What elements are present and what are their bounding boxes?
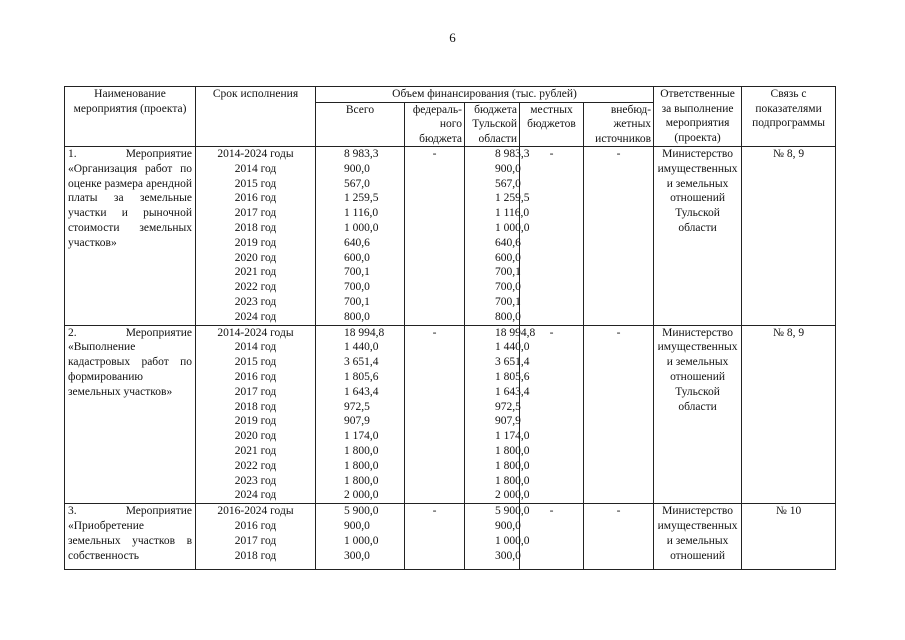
local-value [522,534,581,549]
term-value: 2021 год [234,266,277,279]
regional-value: 2 000,0 [495,489,530,502]
total-value: 1 174,0 [344,430,379,443]
federal-value [407,534,462,549]
total-value: 907,9 [344,415,370,428]
term-value: 2021 год [234,444,277,457]
term-value: 2016 год [234,519,277,532]
extra-value: - [616,326,621,339]
federal-value [407,280,462,295]
measure-row [65,325,836,504]
extra-value: - [616,148,621,160]
regional-value: 1 440,0 [495,341,530,354]
federal-value [407,265,462,280]
total-value: 3 651,4 [344,356,379,369]
federal-value [407,251,462,266]
term-value: 2023 год [234,295,277,308]
total-value: 8 983,3 [344,148,379,160]
local-value [522,191,581,206]
term-value: 2015 год [234,177,277,190]
local-value [522,280,581,295]
local-value: - [549,326,554,339]
regional-cell [465,147,530,326]
header-total: Всего [316,102,405,147]
responsible-cell: Министерство имущественных и земельных отношений Тульской области [654,147,742,326]
regional-value: 600,0 [495,251,521,264]
total-value: 640,6 [344,236,370,249]
local-value [522,474,581,489]
total-value: 900,0 [344,519,370,532]
extra-value [586,177,651,192]
federal-value [407,355,462,370]
regional-value: 972,5 [495,400,521,413]
total-value: 600,0 [344,251,370,264]
total-cell [316,504,405,570]
extra-value [586,251,651,266]
federal-value [407,519,462,534]
extra-value [586,519,651,534]
header-link: Связь с показателями подпрограммы [742,87,836,147]
regional-value: 1 800,0 [495,459,530,472]
extra-value: - [616,505,621,518]
term-value: 2017 год [234,534,277,547]
total-value: 1 800,0 [344,444,379,457]
regional-value: 907,9 [495,415,521,428]
total-value: 972,5 [344,400,370,413]
term-value: 2022 год [234,459,277,472]
term-value: 2014-2024 годы [217,326,294,339]
federal-value [407,385,462,400]
regional-value: 700,0 [495,281,521,294]
federal-value [407,370,462,385]
extra-value [586,429,651,444]
regional-value: 800,0 [495,310,521,323]
extra-cell [584,147,654,326]
table-body [65,147,836,570]
federal-value [407,459,462,474]
term-value: 2014 год [234,341,277,354]
local-value [522,162,581,177]
header-responsible: Ответственные за выполнение мероприятия (проекта) [654,87,742,147]
total-value: 700,1 [344,266,370,279]
term-value: 2018 год [234,221,277,234]
regional-value: 900,0 [495,519,521,532]
extra-value [586,459,651,474]
header-regional: бюджета Тульской области [465,102,520,147]
term-value: 2020 год [234,251,277,264]
local-value [522,295,581,310]
total-value: 700,1 [344,295,370,308]
term-value: 2018 год [234,400,277,413]
term-value: 2017 год [234,385,277,398]
federal-value [407,221,462,236]
regional-value: 5 900,0 [495,505,530,518]
federal-value [407,177,462,192]
extra-value [586,206,651,221]
total-value: 1 116,0 [344,207,379,220]
total-value: 1 800,0 [344,474,379,487]
local-value [522,236,581,251]
local-value [522,310,581,325]
federal-value [407,340,462,355]
federal-cell [405,147,465,326]
local-value [522,549,581,564]
total-value: 1 805,6 [344,370,379,383]
total-value: 18 994,8 [344,326,385,339]
regional-value: 1 116,0 [495,207,530,220]
extra-value [586,310,651,325]
local-value [522,414,581,429]
header-local: местных бюджетов [520,102,584,147]
federal-value: - [432,326,437,339]
regional-value: 300,0 [495,549,521,562]
extra-cell [584,325,654,504]
local-value [522,370,581,385]
local-value [522,251,581,266]
regional-value: 1 000,0 [495,221,530,234]
federal-value [407,236,462,251]
funding-table [64,86,836,570]
total-value: 800,0 [344,310,370,323]
total-value: 900,0 [344,162,370,175]
extra-value [586,370,651,385]
federal-cell [405,325,465,504]
local-value [522,444,581,459]
term-cell [196,147,316,326]
regional-value: 1 800,0 [495,444,530,457]
extra-value [586,355,651,370]
federal-value: - [432,505,437,518]
extra-value [586,385,651,400]
header-term: Срок исполнения [196,87,316,147]
indicator-link-cell: № 8, 9 [742,147,836,326]
local-value: - [549,148,554,160]
total-value: 700,0 [344,281,370,294]
header-funding: Объем финансирования (тыс. рублей) [316,87,654,103]
term-value: 2023 год [234,474,277,487]
regional-cell [465,325,536,504]
federal-value [407,400,462,415]
local-value [522,429,581,444]
indicator-link-cell: № 8, 9 [742,325,836,504]
regional-value: 700,1 [495,266,521,279]
regional-value: 1 805,6 [495,370,530,383]
term-value: 2014 год [234,162,277,175]
responsible-cell: Министерство имущественных и земельных отношений Тульской области [654,325,742,504]
header-federal: федераль-ного бюджета [405,102,465,147]
federal-value [407,414,462,429]
federal-value [407,310,462,325]
term-value: 2019 год [234,236,277,249]
header-name: Наименование мероприятия (проекта) [65,87,196,147]
federal-value [407,429,462,444]
indicator-link-cell: № 10 [742,504,836,570]
regional-value: 8 983,3 [495,148,530,160]
regional-value: 900,0 [495,162,521,175]
measure-name: 3. Мероприятие «Приобретение земельных участков в собственность [65,504,196,570]
federal-value [407,549,462,564]
local-value [522,340,581,355]
term-cell [196,325,316,504]
term-value: 2015 год [234,356,277,369]
regional-value: 700,1 [495,295,521,308]
extra-value [586,265,651,280]
local-value [522,519,581,534]
term-cell [196,504,316,570]
federal-value [407,206,462,221]
responsible-cell: Министерство имущественных и земельных отношений [654,504,742,570]
measure-row [65,504,836,570]
federal-value [407,162,462,177]
regional-value: 3 651,4 [495,356,530,369]
header-extra: внебюд-жетных источников [584,102,654,147]
regional-value: 1 174,0 [495,430,530,443]
local-value [522,206,581,221]
total-value: 567,0 [344,177,370,190]
regional-value: 1 800,0 [495,474,530,487]
total-value: 5 900,0 [344,505,379,518]
term-value: 2019 год [234,415,277,428]
total-cell [316,147,405,326]
local-value [522,265,581,280]
regional-cell [465,504,530,570]
federal-cell [405,504,465,570]
page-number: 6 [449,30,456,45]
measure-name: 2. Мероприятие «Выполнение кадастровых работ по формированию земельных участков» [65,325,196,504]
extra-value [586,534,651,549]
regional-value: 1 643,4 [495,385,530,398]
federal-value [407,191,462,206]
extra-value [586,488,651,503]
local-value [522,488,581,503]
term-value: 2018 год [234,549,277,562]
extra-value [586,414,651,429]
local-value [522,400,581,415]
extra-value [586,444,651,459]
regional-value: 1 259,5 [495,192,530,205]
total-value: 1 000,0 [344,534,379,547]
regional-value: 640,6 [495,236,521,249]
extra-value [586,221,651,236]
term-value: 2016 год [234,192,277,205]
total-value: 1 259,5 [344,192,379,205]
local-value [522,221,581,236]
extra-cell [584,504,654,570]
extra-value [586,549,651,564]
local-value: - [549,505,554,518]
extra-value [586,474,651,489]
federal-value [407,488,462,503]
total-value: 1 800,0 [344,459,379,472]
total-value: 300,0 [344,549,370,562]
total-value: 1 643,4 [344,385,379,398]
federal-value [407,295,462,310]
extra-value [586,236,651,251]
term-value: 2022 год [234,281,277,294]
term-value: 2024 год [234,310,277,323]
federal-value [407,474,462,489]
regional-value: 1 000,0 [495,534,530,547]
total-value: 2 000,0 [344,489,379,502]
extra-value [586,162,651,177]
total-cell [316,325,405,504]
term-value: 2024 год [234,489,277,502]
federal-value: - [432,148,437,160]
term-value: 2016-2024 годы [217,505,294,518]
regional-value: 18 994,8 [495,326,536,339]
extra-value [586,400,651,415]
local-value [522,385,581,400]
measure-name: 1. Мероприятие «Организация работ по оценке размера арендной платы за земельные участки и рыночной стоимости земельных участков» [65,147,196,326]
term-value: 2014-2024 годы [217,148,294,160]
extra-value [586,280,651,295]
total-value: 1 000,0 [344,221,379,234]
term-value: 2020 год [234,430,277,443]
extra-value [586,191,651,206]
measure-row [65,147,836,326]
local-value [522,355,581,370]
term-value: 2016 год [234,370,277,383]
regional-value: 567,0 [495,177,521,190]
total-value: 1 440,0 [344,341,379,354]
local-value [522,177,581,192]
term-value: 2017 год [234,207,277,220]
extra-value [586,340,651,355]
extra-value [586,295,651,310]
local-value [522,459,581,474]
federal-value [407,444,462,459]
local-cell [520,147,584,326]
